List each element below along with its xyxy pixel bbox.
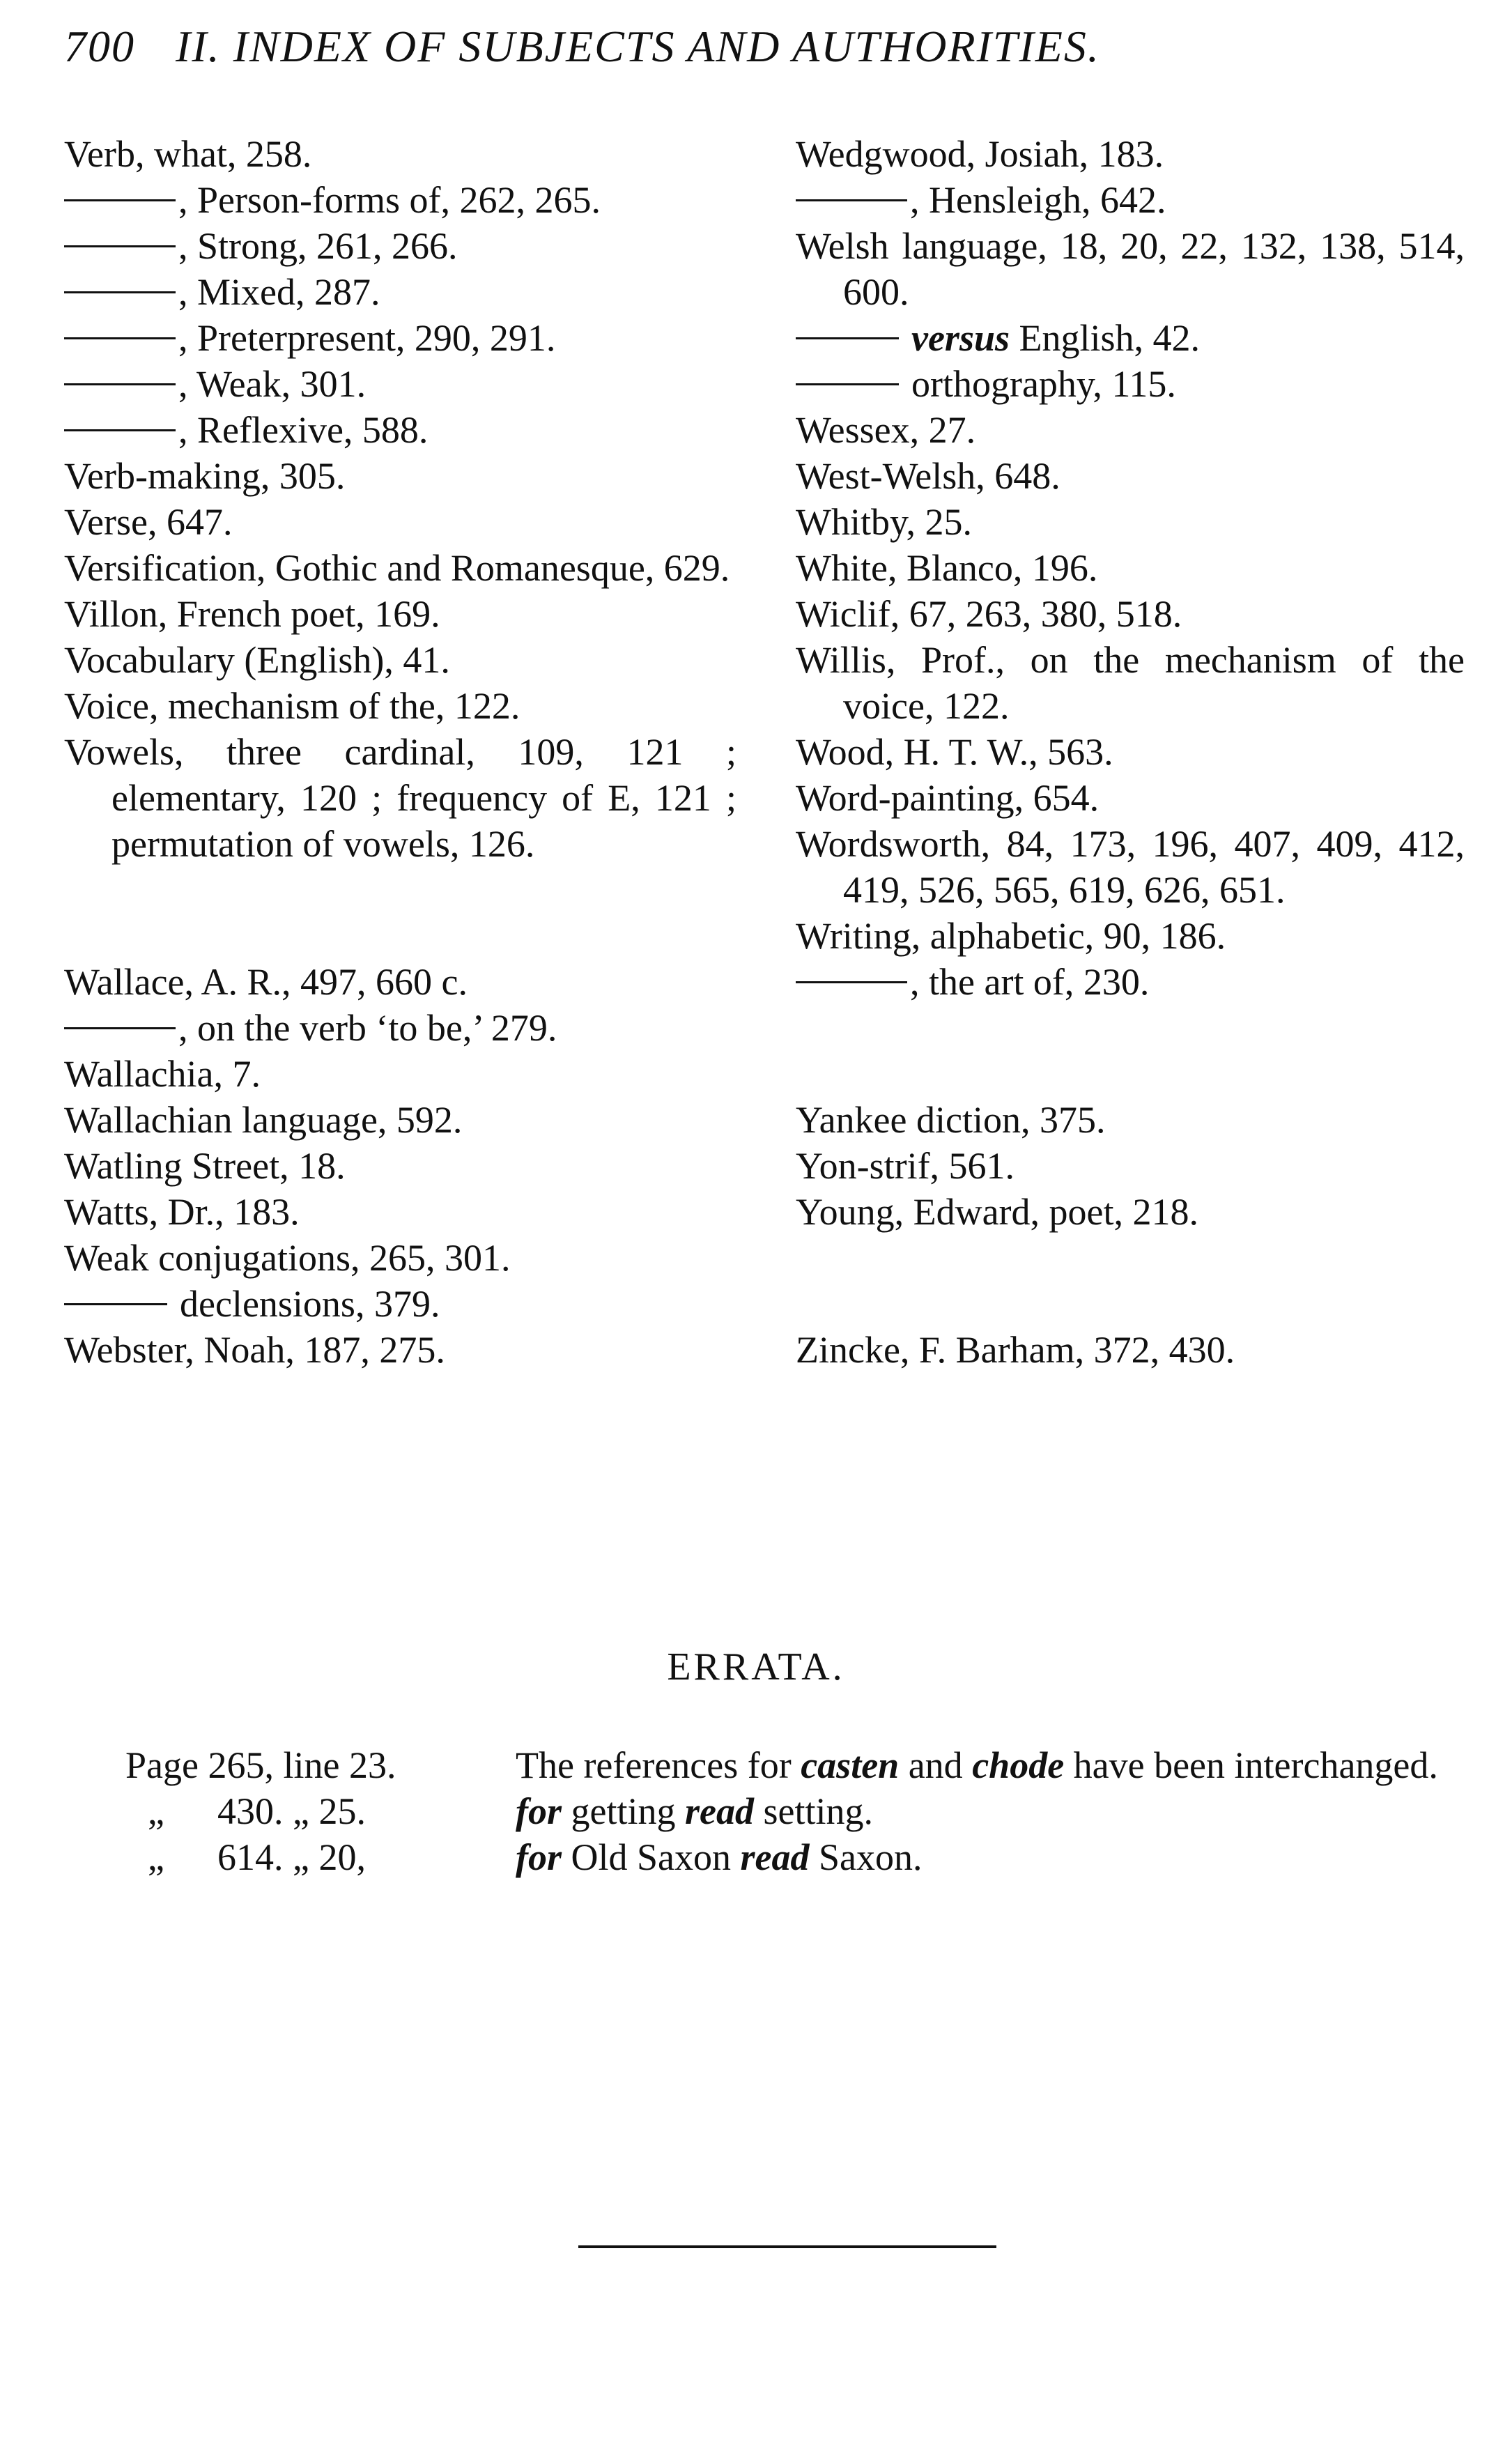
errata-reference: „ 430. „ 25. — [125, 1788, 516, 1834]
errata-correction: for getting read setting. — [516, 1790, 873, 1832]
running-title: II. INDEX OF SUBJECTS AND AUTHORITIES. — [176, 22, 1100, 71]
index-entry: Yon-strif, 561. — [796, 1145, 1015, 1187]
repeat-dash — [64, 1303, 167, 1305]
left-index-column — [64, 131, 736, 1373]
index-subentry: , Reflexive, 588. — [64, 407, 736, 453]
index-subentry: orthography, 115. — [796, 361, 1465, 407]
repeat-dash — [796, 337, 899, 339]
index-entry: Verb-making, 305. — [64, 455, 346, 497]
index-entry: Writing, alphabetic, 90, 186. — [796, 915, 1226, 957]
index-subentry: , Preterpresent, 290, 291. — [64, 315, 736, 361]
index-entry: Wordsworth, 84, 173, 196, 407, 409, 412, 419, 526, 565, 619, 626, 651. — [796, 823, 1465, 911]
index-entry: Wiclif, 67, 263, 380, 518. — [796, 593, 1182, 635]
index-entry: Welsh language, 18, 20, 22, 132, 138, 514, 600. — [796, 225, 1465, 313]
index-entry: Wallachian language, 592. — [64, 1099, 463, 1141]
errata-row — [125, 1834, 1470, 1880]
ditto-mark: „ — [148, 1790, 164, 1832]
index-subentry: , the art of, 230. — [796, 959, 1465, 1005]
repeat-dash — [64, 337, 176, 339]
index-entry: Webster, Noah, 187, 275. — [64, 1329, 445, 1371]
repeat-dash — [796, 383, 899, 385]
index-entry: Zincke, F. Barham, 372, 430. — [796, 1329, 1235, 1371]
errata-reference: Page 265, line 23. — [125, 1744, 396, 1786]
index-subentry: , Weak, 301. — [64, 361, 736, 407]
index-entry: Wessex, 27. — [796, 409, 976, 451]
index-entry: White, Blanco, 196. — [796, 547, 1098, 589]
index-entry: Vocabulary (English), 41. — [64, 639, 450, 681]
index-entry: Wedgwood, Josiah, 183. — [796, 133, 1164, 175]
index-entry: Young, Edward, poet, 218. — [796, 1191, 1198, 1233]
running-head — [64, 21, 1458, 77]
index-entry: West-Welsh, 648. — [796, 455, 1060, 497]
index-entry: Villon, French poet, 169. — [64, 593, 440, 635]
ditto-mark: „ — [148, 1836, 164, 1878]
errata-row — [125, 1788, 1470, 1834]
index-entry: Willis, Prof., on the mechanism of the voice, 122. — [796, 639, 1465, 727]
index-entry: Wallachia, 7. — [64, 1053, 261, 1095]
page-number: 700 — [64, 22, 135, 71]
index-subentry: versus English, 42. — [796, 315, 1465, 361]
repeat-dash — [64, 429, 176, 431]
index-entry: Versification, Gothic and Romanesque, 629. — [64, 547, 730, 589]
errata-heading: ERRATA. — [667, 1645, 845, 1689]
index-subentry: , on the verb ‘to be,’ 279. — [64, 1005, 736, 1051]
repeat-dash — [64, 291, 176, 293]
errata-correction: for Old Saxon read Saxon. — [516, 1836, 923, 1878]
right-index-column — [796, 131, 1465, 1373]
index-entry: Watling Street, 18. — [64, 1145, 346, 1187]
index-entry: Voice, mechanism of the, 122. — [64, 685, 520, 727]
repeat-dash — [796, 981, 907, 983]
index-entry: Watts, Dr., 183. — [64, 1191, 300, 1233]
repeat-dash — [64, 1027, 176, 1029]
index-entry: Word-painting, 654. — [796, 777, 1100, 819]
index-subentry: , Mixed, 287. — [64, 269, 736, 315]
index-entry: Wallace, A. R., 497, 660 c. — [64, 961, 468, 1003]
errata-reference: „ 614. „ 20, — [125, 1834, 516, 1880]
repeat-dash — [64, 245, 176, 247]
index-entry: Verb, what, 258. — [64, 133, 312, 175]
errata-list — [125, 1742, 1470, 1880]
index-subentry: , Person-forms of, 262, 265. — [64, 177, 736, 223]
index-entry: Weak conjugations, 265, 301. — [64, 1237, 511, 1279]
index-subentry: , Hensleigh, 642. — [796, 177, 1465, 223]
index-subentry: , Strong, 261, 266. — [64, 223, 736, 269]
index-subentry: declensions, 379. — [64, 1281, 736, 1327]
index-entry: Verse, 647. — [64, 501, 233, 543]
closing-rule — [578, 2245, 996, 2248]
index-entry: Wood, H. T. W., 563. — [796, 731, 1113, 773]
errata-correction: The references for casten and chode have been interchanged. — [516, 1744, 1438, 1786]
index-entry: Yankee diction, 375. — [796, 1099, 1106, 1141]
repeat-dash — [64, 383, 176, 385]
index-entry: Whitby, 25. — [796, 501, 972, 543]
errata-row — [125, 1742, 1470, 1788]
index-entry: Vowels, three cardinal, 109, 121 ; elementary, 120 ; frequency of E, 121 ; permutation of vowels, 126. — [64, 731, 736, 865]
repeat-dash — [796, 199, 907, 201]
repeat-dash — [64, 199, 176, 201]
